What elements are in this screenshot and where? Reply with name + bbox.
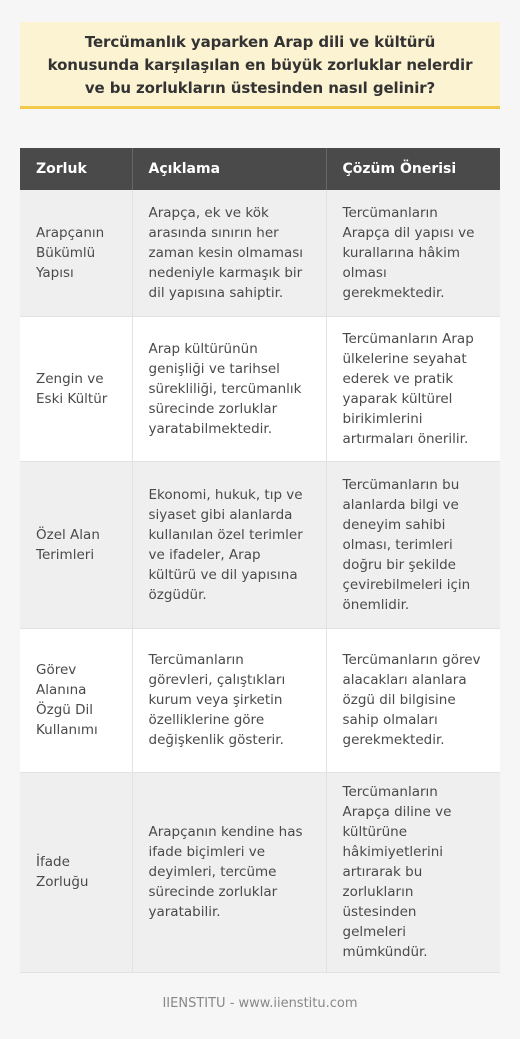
- cell-zorluk: Görev Alanına Özgü Dil Kullanımı: [20, 628, 132, 772]
- cell-cozum: Tercümanların bu alanlarda bilgi ve deneyim sahibi olması, terimleri doğru bir şekilde çevirebilmeleri için önemlidir.: [326, 461, 500, 628]
- header-cozum: Çözüm Önerisi: [326, 148, 500, 190]
- cell-aciklama: Arapça, ek ve kök arasında sınırın her zaman kesin olmaması nedeniyle karmaşık bir dil yapısına sahiptir.: [132, 190, 326, 316]
- cell-zorluk: Özel Alan Terimleri: [20, 461, 132, 628]
- cell-aciklama: Ekonomi, hukuk, tıp ve siyaset gibi alanlarda kullanılan özel terimler ve ifadeler, Arap kültürü ve dil yapısına özgüdür.: [132, 461, 326, 628]
- table-row: [20, 461, 500, 628]
- title-box: [20, 22, 500, 109]
- table-row: [20, 316, 500, 461]
- cell-zorluk: İfade Zorluğu: [20, 772, 132, 972]
- table-row: [20, 628, 500, 772]
- cell-aciklama: Arapçanın kendine has ifade biçimleri ve deyimleri, tercüme sürecinde zorluklar yaratabilir.: [132, 772, 326, 972]
- table-row: [20, 190, 500, 316]
- page-title: Tercümanlık yaparken Arap dili ve kültürü konusunda karşılaşılan en büyük zorluklar nelerdir ve bu zorlukların üstesinden nasıl gelinir?: [47, 33, 473, 97]
- cell-cozum: Tercümanların Arapça dil yapısı ve kurallarına hâkim olması gerekmektedir.: [326, 190, 500, 316]
- table-row: [20, 772, 500, 972]
- cell-aciklama: Tercümanların görevleri, çalıştıkları kurum veya şirketin özelliklerine göre değişkenlik gösterir.: [132, 628, 326, 772]
- header-zorluk: Zorluk: [20, 148, 132, 190]
- challenges-table: [20, 148, 500, 973]
- footer-credit: IIENSTITU - www.iienstitu.com: [162, 996, 358, 1011]
- header-aciklama: Açıklama: [132, 148, 326, 190]
- cell-zorluk: Zengin ve Eski Kültür: [20, 316, 132, 461]
- table-header-row: [20, 148, 500, 190]
- cell-aciklama: Arap kültürünün genişliği ve tarihsel sürekliliği, tercümanlık sürecinde zorluklar yaratabilmektedir.: [132, 316, 326, 461]
- cell-cozum: Tercümanların Arapça diline ve kültürüne hâkimiyetlerini artırarak bu zorlukların üstesinden gelmeleri mümkündür.: [326, 772, 500, 972]
- cell-cozum: Tercümanların Arap ülkelerine seyahat ederek ve pratik yaparak kültürel birikimlerini artırmaları önerilir.: [326, 316, 500, 461]
- cell-zorluk: Arapçanın Bükümlü Yapısı: [20, 190, 132, 316]
- cell-cozum: Tercümanların görev alacakları alanlara özgü dil bilgisine sahip olmaları gerekmektedir.: [326, 628, 500, 772]
